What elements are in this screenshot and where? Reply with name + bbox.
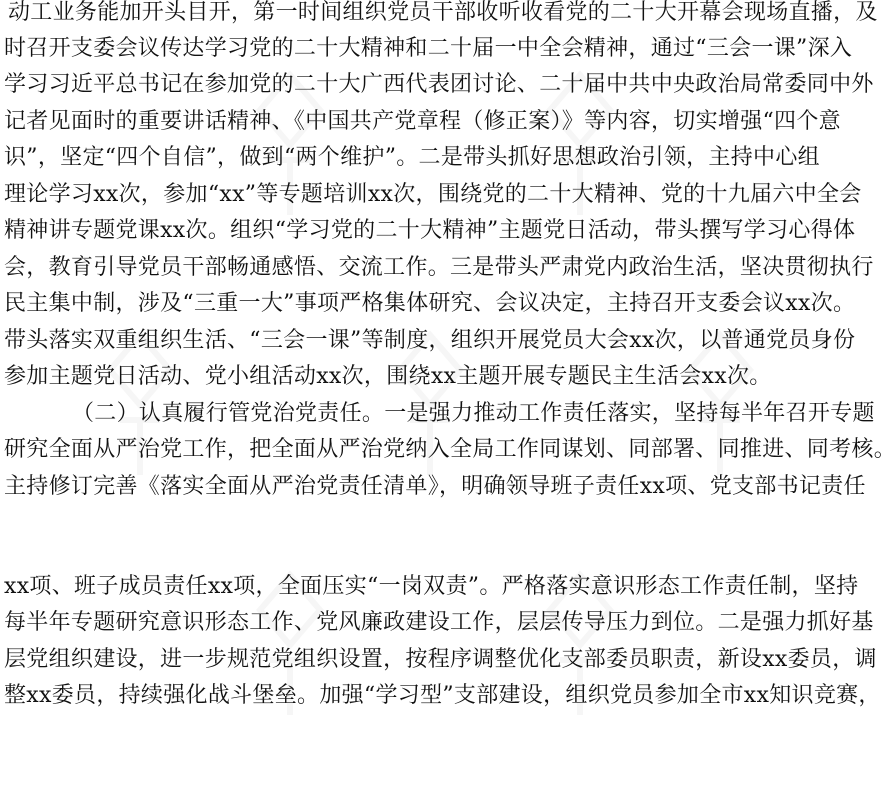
text-line: 民主集中制，涉及“三重一大”事项严格集体研究、会议决定，主持召开支委会议xx次。 [4, 291, 856, 316]
text-line: 会，教育引导党员干部畅通感悟、交流工作。三是带头严肃党内政治生活，坚决贯彻执行 [4, 255, 874, 280]
text-line: 每半年专题研究意识形态工作、党风廉政建设工作，层层传导压力到位。二是强力抓好基 [4, 610, 874, 635]
text-line: 动工业务能加开头目开，第一时间组织党员干部收听收看党的二十大开幕会现场直播，及 [8, 0, 878, 25]
text-line: 主持修订完善《落实全面从严治党责任清单》，明确领导班子责任xx项、党支部书记责任 [4, 474, 866, 499]
text-line: 记者见面时的重要讲话精神、《中国共产党章程（修正案）》等内容，切实增强“四个意 [4, 109, 841, 134]
text-line: 精神讲专题党课xx次。组织“学习党的二十大精神”主题党日活动，带头撰写学习心得体 [4, 218, 856, 243]
text-line: 理论学习xx次，参加“xx”等专题培训xx次，围绕党的二十大精神、党的十九届六中全会 [4, 182, 862, 207]
text-line: xx项、班子成员责任xx项，全面压实“一岗双责”。严格落实意识形态工作责任制，坚持 [4, 574, 859, 599]
section-heading-line: （二）认真履行管党治党责任。一是强力推动工作责任落实，坚持每半年召开专题 [72, 401, 875, 426]
text-line: 识”，坚定“四个自信”，做到“两个维护”。二是带头抓好思想政治引领，主持中心组 [4, 145, 820, 170]
text-line: 参加主题党日活动、党小组活动xx次，围绕xx主题开展专题民主生活会xx次。 [4, 364, 772, 389]
text-line: 层党组织建设，进一步规范党组织设置，按程序调整优化支部委员职责，新设xx委员，调 [4, 647, 877, 672]
text-line: 时召开支委会议传达学习党的二十大精神和二十届一中全会精神，通过“三会一课”深入 [4, 36, 853, 61]
text-line: 整xx委员，持续强化战斗堡垒。加强“学习型”支部建设，组织党员参加全市xx知识竞赛， [4, 683, 881, 708]
text-line: 研究全面从严治党工作，把全面从严治党纳入全局工作同谋划、同部署、同推进、同考核。 [4, 437, 896, 462]
text-line: 带头落实双重组织生活、“三会一课”等制度，组织开展党员大会xx次，以普通党员身份 [4, 328, 856, 353]
text-line: 学习习近平总书记在参加党的二十大广西代表团讨论、二十届中共中央政治局常委同中外 [4, 72, 874, 97]
